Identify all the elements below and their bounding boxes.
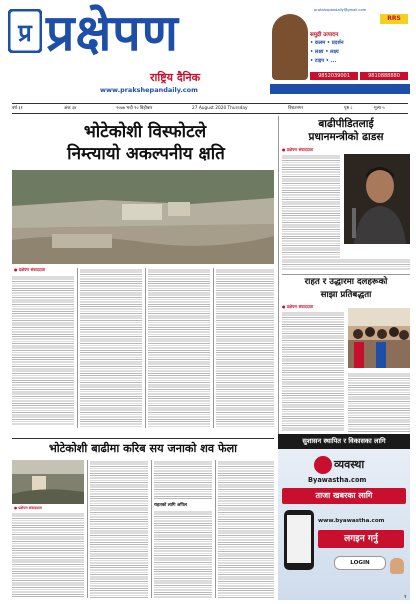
ad-phone-2: 9810888880 xyxy=(360,72,408,80)
side-caption: ● प्रक्षेपण संवाददाता xyxy=(282,147,314,152)
lead-photo xyxy=(12,170,274,264)
lead-text-col1 xyxy=(12,275,74,425)
bottom-text-col3a xyxy=(154,460,212,500)
bottom-text-col3b xyxy=(154,510,212,598)
issue-pages: पृष्ठ ८ xyxy=(344,106,353,111)
issue-bar xyxy=(12,103,408,114)
advert-phone-icon xyxy=(284,510,314,570)
ad-bottom-strip xyxy=(270,84,410,94)
bottom-text-col1 xyxy=(12,512,84,598)
side-photo xyxy=(344,154,410,244)
masthead xyxy=(0,0,416,102)
ad-line-1: • कलम • प्रदर्शन xyxy=(310,40,344,46)
side-text-col1 xyxy=(282,154,340,258)
right-story2-caption: ● प्रक्षेपण संवाददाता xyxy=(282,304,314,309)
advert-login-button[interactable]: LOGIN xyxy=(334,556,386,570)
lead-text-col4 xyxy=(216,268,274,428)
ad-heading: समुद्री उत्पादन xyxy=(310,32,339,38)
right-story2-headline-line2: साझा प्रतिबद्धता xyxy=(320,290,372,300)
ad-portrait xyxy=(272,14,308,80)
right-story2-headline-line1: राहत र उद्धारमा दलहरूको xyxy=(304,277,388,287)
top-right-advert xyxy=(270,8,410,96)
bottom-text-col2 xyxy=(90,460,148,598)
lead-text-col2 xyxy=(80,268,142,428)
ad-line-2: • लक्ष्य • लक्ष्य xyxy=(310,49,339,55)
advert-banner xyxy=(278,434,410,600)
right-story2-text-col2 xyxy=(348,372,410,432)
ad-logo-icon: RRS xyxy=(380,14,408,24)
bottom-caption: ● प्रक्षेपण संवाददाता xyxy=(14,506,42,510)
side-headline-line1: बाढीपीडितलाई xyxy=(318,118,374,130)
issue-number: अंक ३४ xyxy=(64,106,77,111)
right-story2-text-col1 xyxy=(282,311,344,431)
bottom-text-col4 xyxy=(218,460,274,598)
ad-email-text: prakshepandaily@gmail.com xyxy=(314,8,367,12)
ad-line-3: • टाइप • ... xyxy=(310,58,337,64)
svg-text:प्र: प्र xyxy=(18,19,32,47)
advert-title: सुशासन स्थापित र विकासका लागि xyxy=(302,437,386,445)
issue-year: वर्ष ३१ xyxy=(12,106,23,111)
issue-date-en: 27 August 2020 Thursday xyxy=(192,106,248,111)
advert-url[interactable]: www.byawastha.com xyxy=(318,518,385,524)
advert-login-label: लगइन गर्नु xyxy=(344,534,378,544)
ad-phone-1: 9852039001 xyxy=(310,72,358,80)
side-headline-line2: प्रधानमन्त्रीको ढाडस xyxy=(308,131,384,143)
right-story2-photo xyxy=(348,308,410,368)
lead-caption: ● प्रक्षेपण संवाददाता xyxy=(14,267,46,272)
lead-text-col3 xyxy=(148,268,210,428)
issue-date-np: २०७७ भदौ १० बिहीबार xyxy=(116,106,153,111)
lead-headline-line2: निम्त्यायो अकल्पनीय क्षति xyxy=(67,144,225,164)
advert-logo: व्यवस्था xyxy=(334,458,365,471)
page-number: १ xyxy=(404,594,407,600)
issue-price: मूल्य ५ xyxy=(374,106,385,111)
bottom-photo xyxy=(12,460,84,504)
advert-hand-icon xyxy=(390,558,404,574)
advert-logo-icon xyxy=(314,456,332,474)
advert-cta-title: ताजा खबरका लागि xyxy=(315,491,373,500)
masthead-website: www.prakshepandaily.com xyxy=(100,86,198,94)
logo-mark-icon xyxy=(8,9,42,53)
masthead-tagline: राष्ट्रिय दैनिक xyxy=(150,71,201,84)
bottom-subheading: राहतको लागि अपिल xyxy=(154,503,188,508)
masthead-logo-text: प्रक्षेपण xyxy=(46,4,179,62)
bottom-headline: भोटेकोशी बाढीमा करिब सय जनाको शव फेला xyxy=(48,442,238,455)
advert-site: Byawastha.com xyxy=(308,476,367,484)
lead-headline-line1: भोटेकोशी विस्फोटले xyxy=(83,122,207,142)
side-text-col2 xyxy=(282,258,410,270)
issue-place: विराटनगर xyxy=(288,106,304,111)
